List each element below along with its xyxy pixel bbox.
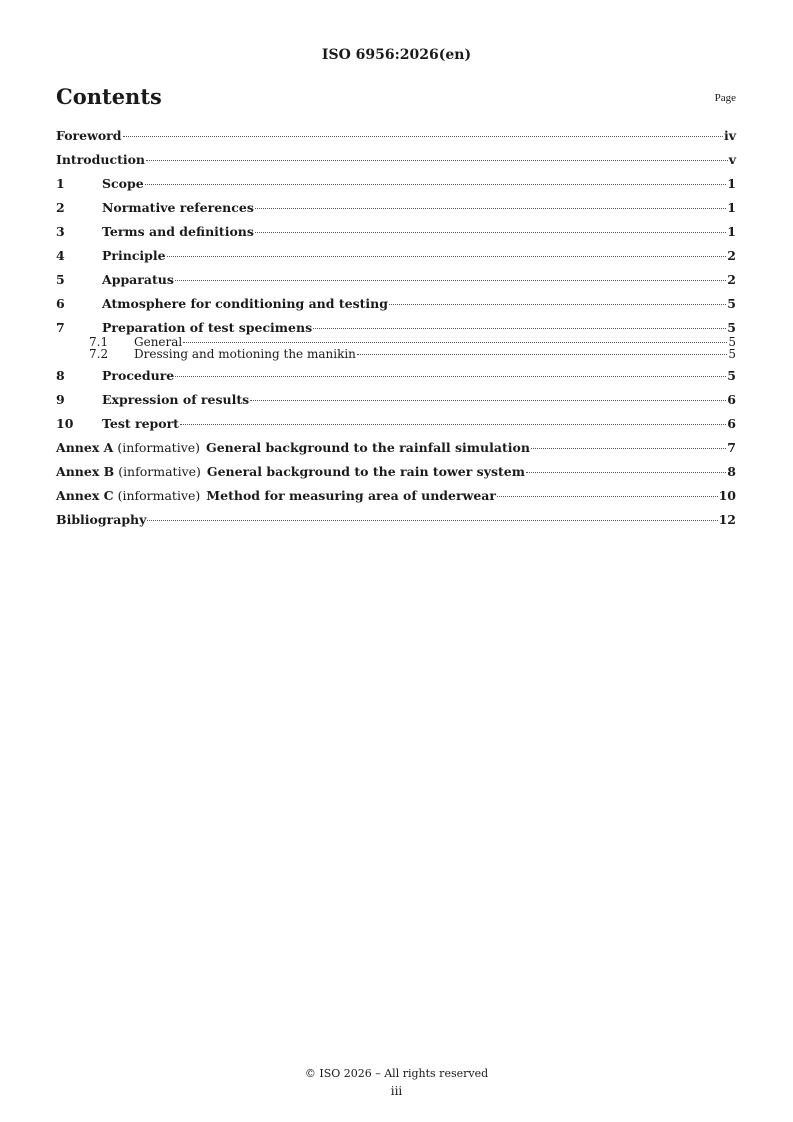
dot-leader bbox=[183, 342, 727, 343]
table-of-contents bbox=[56, 128, 736, 536]
toc-entry-title: General bbox=[134, 335, 183, 349]
toc-entry-number: 7.2 bbox=[89, 347, 109, 361]
toc-entry-page: 1 bbox=[727, 224, 736, 239]
copyright-notice: © ISO 2026 – All rights reserved bbox=[304, 1067, 489, 1080]
toc-entry-expression-of-results[interactable] bbox=[56, 392, 736, 408]
toc-entry-page: 5 bbox=[728, 347, 736, 361]
toc-entry-number: 5 bbox=[56, 272, 65, 287]
annex-kind: (informative) bbox=[117, 488, 201, 503]
dot-leader bbox=[146, 160, 728, 161]
toc-entry-title: Apparatus bbox=[102, 272, 174, 287]
toc-entry-number: 4 bbox=[56, 248, 65, 263]
toc-entry-page: v bbox=[728, 152, 736, 167]
toc-entry-preparation[interactable] bbox=[56, 320, 736, 336]
toc-entry-bibliography[interactable] bbox=[56, 512, 736, 528]
annex-id: Annex C bbox=[56, 488, 114, 503]
toc-entry-page: 1 bbox=[727, 176, 736, 191]
dot-leader bbox=[531, 448, 726, 449]
toc-annex-c[interactable] bbox=[56, 488, 736, 504]
toc-entry-page: 7 bbox=[727, 440, 736, 455]
toc-entry-foreword[interactable] bbox=[56, 128, 736, 144]
annex-kind: (informative) bbox=[117, 440, 201, 455]
toc-entry-terms-and-definitions[interactable] bbox=[56, 224, 736, 240]
toc-entry-scope[interactable] bbox=[56, 176, 736, 192]
toc-entry-page: 2 bbox=[727, 248, 736, 263]
dot-leader bbox=[147, 520, 717, 521]
toc-entry-page: 6 bbox=[727, 392, 736, 407]
dot-leader bbox=[357, 354, 727, 355]
toc-entry-page: iv bbox=[723, 128, 736, 143]
page-column-label: Page bbox=[714, 92, 736, 104]
toc-entry-title: Bibliography bbox=[56, 512, 147, 527]
document-id-header: ISO 6956:2026(en) bbox=[321, 47, 472, 63]
toc-entry-page: 5 bbox=[727, 296, 736, 311]
toc-entry-number: 8 bbox=[56, 368, 65, 383]
dot-leader bbox=[526, 472, 726, 473]
dot-leader bbox=[175, 280, 726, 281]
toc-entry-title: Preparation of test specimens bbox=[102, 320, 313, 335]
dot-leader bbox=[180, 424, 726, 425]
toc-entry-page: 2 bbox=[727, 272, 736, 287]
annex-title: Method for measuring area of underwear bbox=[206, 488, 496, 503]
toc-entry-page: 1 bbox=[727, 200, 736, 215]
toc-entry-number: 7 bbox=[56, 320, 65, 335]
toc-annex-a[interactable] bbox=[56, 440, 736, 456]
toc-entry-title: Dressing and motioning the manikin bbox=[134, 347, 356, 361]
dot-leader bbox=[255, 208, 726, 209]
toc-entry-page: 5 bbox=[727, 320, 736, 335]
dot-leader bbox=[255, 232, 726, 233]
toc-entry-number: 10 bbox=[56, 416, 74, 431]
dot-leader bbox=[497, 496, 718, 497]
annex-title: General background to the rainfall simulation bbox=[206, 440, 530, 455]
toc-entry-number: 9 bbox=[56, 392, 65, 407]
toc-entry-title: Atmosphere for conditioning and testing bbox=[102, 296, 388, 311]
dot-leader bbox=[389, 304, 726, 305]
dot-leader bbox=[313, 328, 726, 329]
toc-entry-number: 3 bbox=[56, 224, 65, 239]
contents-heading: Contents bbox=[56, 84, 162, 109]
toc-entry-atmosphere[interactable] bbox=[56, 296, 736, 312]
dot-leader bbox=[167, 256, 727, 257]
toc-entry-number: 7.1 bbox=[89, 335, 109, 349]
toc-entry-page: 6 bbox=[727, 416, 736, 431]
toc-entry-apparatus[interactable] bbox=[56, 272, 736, 288]
toc-entry-page: 12 bbox=[718, 512, 736, 527]
toc-subentry-dressing[interactable] bbox=[56, 348, 736, 360]
toc-entry-title: Procedure bbox=[102, 368, 175, 383]
toc-entry-introduction[interactable] bbox=[56, 152, 736, 168]
toc-entry-title: Normative references bbox=[102, 200, 254, 215]
toc-entry-title: Expression of results bbox=[102, 392, 250, 407]
toc-entry-page: 5 bbox=[728, 335, 736, 349]
annex-title: General background to the rain tower system bbox=[206, 464, 525, 479]
toc-entry-title: Introduction bbox=[56, 152, 146, 167]
annex-id: Annex B bbox=[56, 464, 115, 479]
toc-entry-normative-references[interactable] bbox=[56, 200, 736, 216]
toc-entry-number: 2 bbox=[56, 200, 65, 215]
dot-leader bbox=[250, 400, 726, 401]
annex-kind: (informative) bbox=[118, 464, 201, 479]
page-number: iii bbox=[390, 1084, 403, 1098]
toc-entry-number: 1 bbox=[56, 176, 65, 191]
annex-id: Annex A bbox=[56, 440, 114, 455]
toc-entry-principle[interactable] bbox=[56, 248, 736, 264]
toc-entry-title: Principle bbox=[102, 248, 166, 263]
dot-leader bbox=[175, 376, 726, 377]
dot-leader bbox=[145, 184, 727, 185]
toc-entry-title: Test report bbox=[102, 416, 179, 431]
toc-entry-title: Terms and definitions bbox=[102, 224, 254, 239]
toc-entry-title: Foreword bbox=[56, 128, 122, 143]
toc-entry-page: 5 bbox=[727, 368, 736, 383]
dot-leader bbox=[123, 136, 723, 137]
toc-entry-procedure[interactable] bbox=[56, 368, 736, 384]
toc-entry-test-report[interactable] bbox=[56, 416, 736, 432]
toc-annex-b[interactable] bbox=[56, 464, 736, 480]
toc-entry-page: 8 bbox=[727, 464, 736, 479]
toc-entry-title: Scope bbox=[102, 176, 144, 191]
toc-entry-page: 10 bbox=[718, 488, 736, 503]
toc-entry-number: 6 bbox=[56, 296, 65, 311]
